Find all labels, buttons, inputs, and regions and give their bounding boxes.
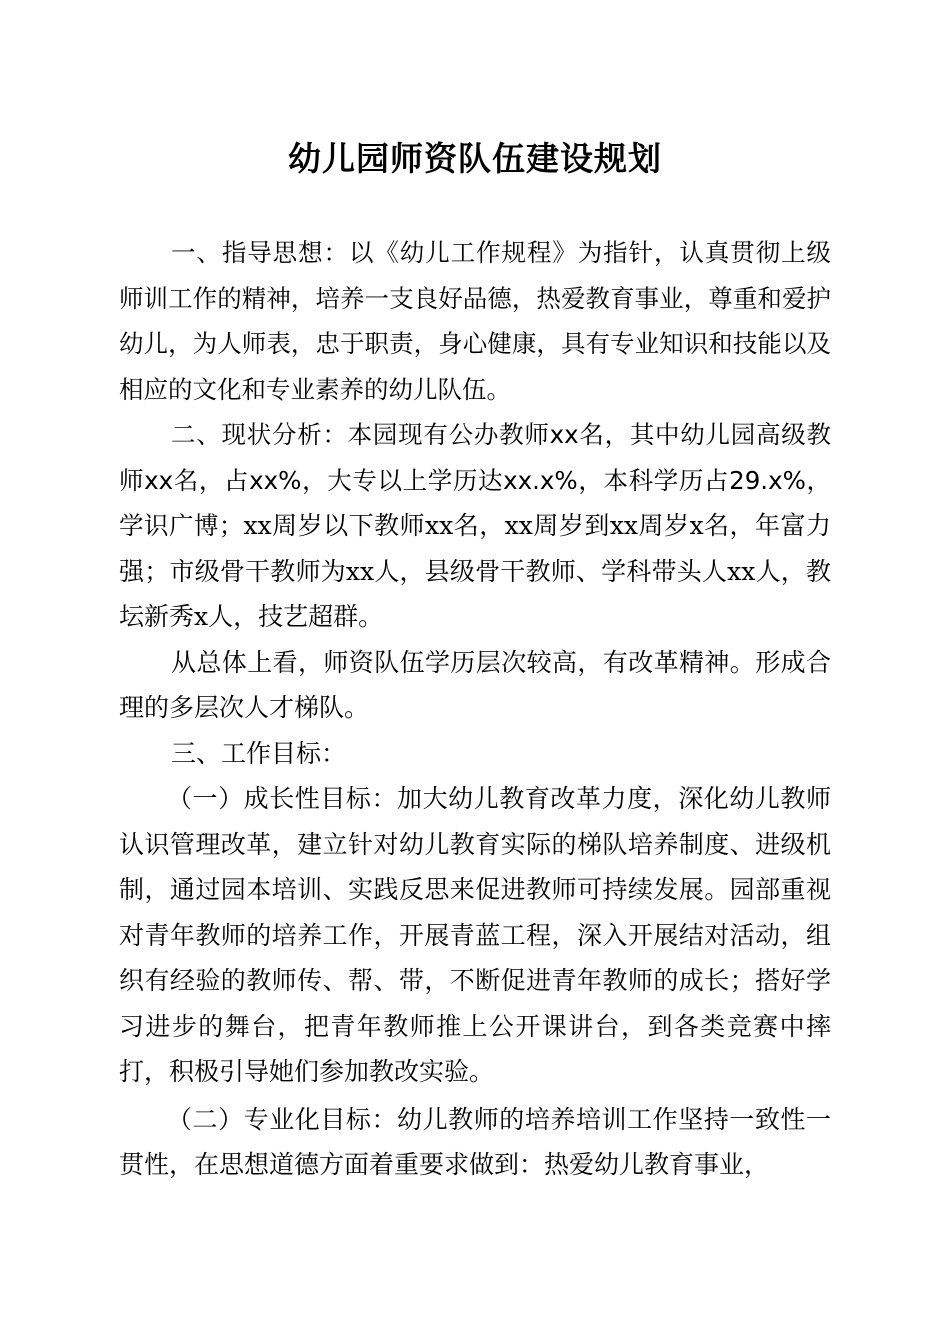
paragraph-guiding-ideology xyxy=(119,230,831,412)
paragraph-text: 从总体上看，师资队伍学历层次较高，有改革精神。形成合理的多层次人才梯队。 xyxy=(119,647,831,722)
paragraph-professional-goal xyxy=(119,1097,831,1188)
paragraph-growth-goal xyxy=(119,776,831,1095)
paragraph-text: （一）成长性目标：加大幼儿教育改革力度，深化幼儿教师认识管理改革，建立针对幼儿教育实际的梯队培养制度、进级机制，通过园本培训、实践反思来促进教师可持续发展。园部重视对青年教师的培养工作，开展青蓝工程，深入开展结对活动，组织有经验的教师传、帮、带，不断促进青年教师的成长；搭好学习进步的舞台，把青年教师推上公开课讲台，到各类竞赛中摔打，积极引导她们参加教改实验。 xyxy=(119,784,831,1086)
paragraph-text: 一、指导思想：以《幼儿工作规程》为指针，认真贯彻上级师训工作的精神，培养一支良好品德，热爱教育事业，尊重和爱护幼儿，为人师表，忠于职责，身心健康，具有专业知识和技能以及相应的文化和专业素养的幼儿队伍。 xyxy=(119,238,831,404)
document-body xyxy=(119,230,831,1188)
paragraph-text: 三、工作目标： xyxy=(171,738,347,768)
paragraph-text: （二）专业化目标：幼儿教师的培养培训工作坚持一致性一贯性，在思想道德方面着重要求做到：热爱幼儿教育事业， xyxy=(119,1104,831,1179)
paragraph-text: xx周岁以下教师xx名，xx周岁到xx周岁x名，年富力强；市级骨干教师为xx人，县级骨干教师、学科带头人xx人，教坛新秀x人，技艺超群。 xyxy=(119,511,831,631)
paragraph-text: 二、现状分析：本园现有公办教师xx名，其中幼儿园高级教师xx名，占xx%，大专以上学历达xx.x%，本科学历占29.x%，学识广博； xyxy=(119,420,831,540)
paragraph-overall xyxy=(119,640,831,731)
paragraph-status-block xyxy=(119,412,831,640)
paragraph-goals-heading xyxy=(119,731,831,777)
document-title: 幼儿园师资队伍建设规划 xyxy=(288,139,662,178)
